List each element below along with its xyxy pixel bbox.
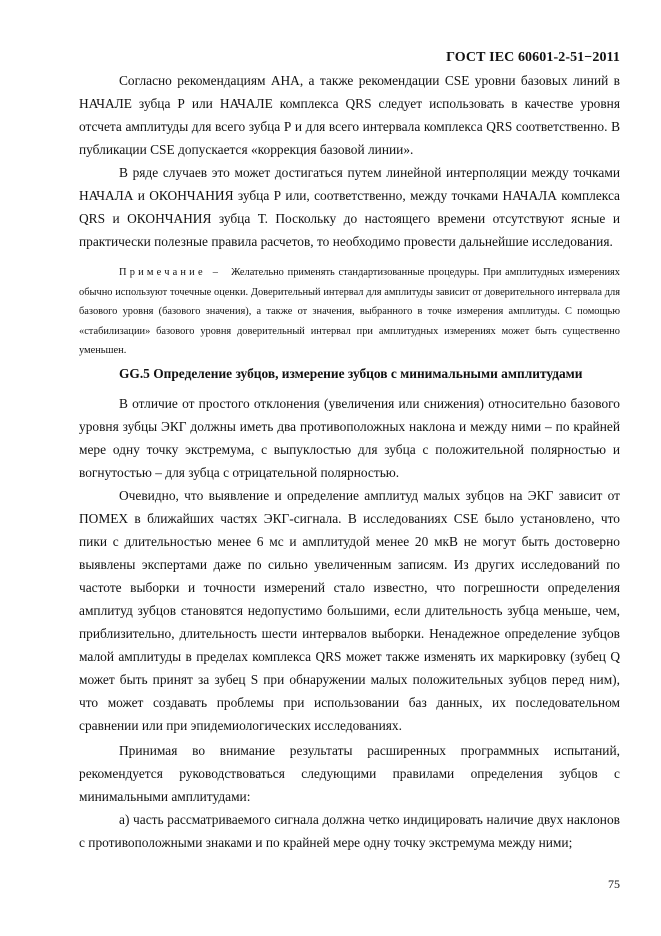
note-block: [79, 263, 620, 361]
paragraph-text: В отличие от простого отклонения (увеличения или снижения) относительно базового уровня зубцы ЭКГ должны иметь два противоположных наклона и между ними – по крайней мере одну точку экстремума, с выпуклостью для зубца с положительной полярностью и вогнутостью – для зубца с отрицательной полярностью.: [79, 396, 620, 480]
standard-header: ГОСТ IEC 60601-2-51−2011: [446, 50, 620, 65]
paragraph-baseline-levels: [79, 69, 620, 161]
paragraph-text: Согласно рекомендациям АНА, а также рекомендации CSE уровни базовых линий в НАЧАЛЕ зубца Р или НАЧАЛЕ комплекса QRS следует использовать в качестве уровня отсчета амплитуды для всего зубца Р и для всего интервала комплекса QRS соответственно. В публикации CSE допускается «коррекция базовой линии».: [79, 73, 620, 157]
list-item-text: а) часть рассматриваемого сигнала должна четко индицировать наличие двух наклонов с противоположными знаками и по крайней мере одну точку экстремума между ними;: [79, 812, 620, 850]
paragraph-interpolation: [79, 161, 620, 253]
page-number: 75: [608, 877, 620, 891]
note-text: Желательно применять стандартизованные процедуры. При амплитудных измерениях обычно используют точечные оценки. Доверительный интервал для амплитуды зависит от доверительного интервала для базового уровня (базового значения), а также от значения, выбранного в точке измерения амплитуды. С помощью «стабилизации» базового уровня доверительный интервал при амплитудных измерениях может быть существенно уменьшен.: [79, 267, 620, 356]
paragraph-text: Очевидно, что выявление и определение амплитуд малых зубцов на ЭКГ зависит от ПОМЕХ в ближайших частях ЭКГ-сигнала. В исследованиях CSE было установлено, что пики с длительностью менее 6 мс и амплитудой менее 20 мкВ не могут быть достоверно выявлены экспертами даже по сильно увеличенным записям. Из других исследований по частоте выборки и точности измерений стало известно, что погрешности определения амплитуд зубцов становятся недопустимо большими, если длительность зубца меньше, чем, приблизительно, длительность шести интервалов выборки. Ненадежное определение зубцов малой амплитуды в пределах комплекса QRS может также изменять их маркировку (зубец Q может быть принят за зубец S при обнаружении малых положительных зубцов перед ним), что может создавать проблемы при использовании баз данных, их последовательном сравнении или при эпидемиологических исследованиях.: [79, 488, 620, 733]
paragraph-wave-definition: [79, 392, 620, 484]
paragraph-text: В ряде случаев это может достигаться путем линейной интерполяции между точками НАЧАЛА и ОКОНЧАНИЯ зубца Р или, соответственно, между точками НАЧАЛА комплекса QRS и ОКОНЧАНИЯ зубца Т. Поскольку до настоящего времени отсутствуют ясные и практически полезные правила расчетов, то необходимо провести дальнейшие исследования.: [79, 165, 620, 249]
paragraph-rules-intro: [79, 739, 620, 808]
paragraph-text: Принимая во внимание результаты расширенных программных испытаний, рекомендуется руководствоваться следующими правилами определения зубцов с минимальными амплитудами:: [79, 743, 620, 804]
section-heading: GG.5 Определение зубцов, измерение зубцов с минимальными амплитудами: [119, 366, 583, 381]
paragraph-small-waves: [79, 484, 620, 737]
note-lead: Примечание –: [119, 267, 222, 278]
list-item-a: [79, 808, 620, 854]
